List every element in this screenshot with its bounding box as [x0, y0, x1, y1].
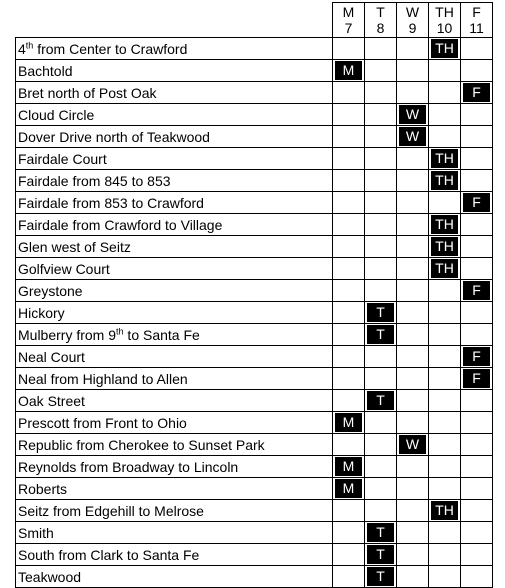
table-row	[16, 368, 493, 390]
schedule-cell	[429, 368, 461, 390]
street-name: Greystone	[18, 282, 83, 299]
schedule-cell	[333, 192, 365, 214]
schedule-cell	[333, 214, 365, 236]
schedule-cell	[429, 148, 461, 170]
street-name: Teakwood	[18, 568, 82, 585]
schedule-cell	[429, 104, 461, 126]
schedule-cell	[397, 302, 429, 324]
day-abbr: M	[342, 4, 355, 20]
street-name-cell	[16, 38, 333, 60]
street-name-cell	[16, 192, 333, 214]
table-row	[16, 82, 493, 104]
street-ordinal-suffix: th	[116, 325, 124, 336]
schedule-cell	[429, 192, 461, 214]
schedule-cell	[461, 258, 493, 280]
schedule-cell	[397, 170, 429, 192]
pickup-day-marker: F	[463, 193, 490, 212]
schedule-cell	[365, 192, 397, 214]
schedule-cell	[461, 368, 493, 390]
street-name: Glen west of Seitz	[18, 238, 131, 255]
pickup-day-marker: W	[399, 435, 426, 454]
street-name-rest: from Center to Crawford	[33, 40, 188, 57]
street-name-cell	[16, 148, 333, 170]
schedule-cell	[365, 236, 397, 258]
schedule-cell	[333, 368, 365, 390]
schedule-cell	[461, 566, 493, 588]
pickup-day-marker: TH	[431, 259, 458, 278]
schedule-cell	[397, 38, 429, 60]
schedule-cell	[429, 434, 461, 456]
schedule-cell	[397, 368, 429, 390]
schedule-cell	[461, 412, 493, 434]
schedule-cell	[461, 478, 493, 500]
pickup-day-marker: T	[367, 523, 394, 542]
pickup-day-marker: TH	[431, 171, 458, 190]
schedule-cell	[461, 82, 493, 104]
pickup-day-marker: TH	[431, 39, 458, 58]
day-abbr: TH	[435, 4, 454, 20]
schedule-cell	[333, 302, 365, 324]
day-date: 10	[436, 20, 453, 36]
schedule-cell	[461, 104, 493, 126]
street-name-cell	[16, 236, 333, 258]
street-name-cell	[16, 60, 333, 82]
schedule-cell	[365, 500, 397, 522]
street-name: Fairdale from 845 to 853	[18, 172, 171, 189]
schedule-cell	[333, 500, 365, 522]
table-row	[16, 170, 493, 192]
schedule-cell	[365, 60, 397, 82]
street-name: Dover Drive north of Teakwood	[18, 128, 210, 145]
schedule-cell	[397, 280, 429, 302]
schedule-cell	[429, 478, 461, 500]
schedule-cell	[429, 566, 461, 588]
schedule-cell	[429, 302, 461, 324]
day-abbr: W	[405, 4, 420, 20]
table-row	[16, 346, 493, 368]
schedule-cell	[429, 522, 461, 544]
street-name: Golfview Court	[18, 260, 110, 277]
day-date: 9	[408, 20, 417, 36]
schedule-cell	[333, 544, 365, 566]
schedule-cell	[429, 170, 461, 192]
pickup-day-marker: W	[399, 105, 426, 124]
table-row	[16, 192, 493, 214]
schedule-cell	[429, 324, 461, 346]
street-name-cell	[16, 280, 333, 302]
schedule-cell	[429, 60, 461, 82]
schedule-cell	[333, 258, 365, 280]
table-row	[16, 434, 493, 456]
schedule-cell	[429, 38, 461, 60]
schedule-cell	[461, 38, 493, 60]
table-row	[16, 126, 493, 148]
schedule-cell	[333, 324, 365, 346]
schedule-cell	[397, 126, 429, 148]
street-name-cell	[16, 346, 333, 368]
schedule-cell	[429, 346, 461, 368]
schedule-cell	[333, 126, 365, 148]
schedule-cell	[429, 258, 461, 280]
table-row	[16, 500, 493, 522]
street-name: Neal from Highland to Allen	[18, 370, 188, 387]
schedule-cell	[397, 522, 429, 544]
schedule-cell	[365, 104, 397, 126]
street-name: Bret north of Post Oak	[18, 84, 157, 101]
schedule-cell	[397, 412, 429, 434]
street-name: Cloud Circle	[18, 106, 95, 123]
street-name: 4	[18, 40, 26, 57]
schedule-cell	[397, 478, 429, 500]
pickup-day-marker: M	[335, 479, 362, 498]
street-name: Reynolds from Broadway to Lincoln	[18, 458, 239, 475]
schedule-cell	[429, 280, 461, 302]
schedule-cell	[397, 258, 429, 280]
schedule-cell	[429, 412, 461, 434]
schedule-cell	[461, 236, 493, 258]
street-name: South from Clark to Santa Fe	[18, 546, 200, 563]
schedule-cell	[429, 544, 461, 566]
header-blank-cell	[16, 3, 333, 38]
schedule-cell	[461, 390, 493, 412]
pickup-day-marker: M	[335, 61, 362, 80]
day-date: 7	[344, 20, 353, 36]
header-day-m	[333, 3, 365, 38]
street-name-cell	[16, 412, 333, 434]
pickup-day-marker: F	[463, 347, 490, 366]
pickup-day-marker: T	[367, 567, 394, 586]
table-row	[16, 280, 493, 302]
pickup-day-marker: W	[399, 127, 426, 146]
header-day-w	[397, 3, 429, 38]
schedule-cell	[429, 390, 461, 412]
schedule-cell	[461, 60, 493, 82]
schedule-cell	[397, 544, 429, 566]
schedule-cell	[397, 390, 429, 412]
schedule-cell	[429, 456, 461, 478]
table-row	[16, 104, 493, 126]
schedule-cell	[333, 60, 365, 82]
schedule-cell	[365, 434, 397, 456]
schedule-cell	[397, 346, 429, 368]
pickup-day-marker: F	[463, 281, 490, 300]
schedule-cell	[397, 192, 429, 214]
pickup-day-marker: F	[463, 369, 490, 388]
schedule-cell	[333, 412, 365, 434]
schedule-cell	[365, 390, 397, 412]
pickup-day-marker: T	[367, 303, 394, 322]
schedule-cell	[333, 566, 365, 588]
street-name-cell	[16, 170, 333, 192]
street-name-cell	[16, 214, 333, 236]
schedule-cell	[397, 104, 429, 126]
schedule-cell	[397, 148, 429, 170]
street-name-cell	[16, 368, 333, 390]
schedule-cell	[333, 170, 365, 192]
schedule-cell	[365, 566, 397, 588]
street-name-cell	[16, 126, 333, 148]
schedule-cell	[397, 214, 429, 236]
street-name-cell	[16, 456, 333, 478]
street-name: Fairdale from 853 to Crawford	[18, 194, 204, 211]
schedule-cell	[365, 38, 397, 60]
schedule-cell	[333, 434, 365, 456]
street-name: Seitz from Edgehill to Melrose	[18, 502, 204, 519]
table-row	[16, 258, 493, 280]
street-name-cell	[16, 522, 333, 544]
street-ordinal-suffix: th	[25, 39, 34, 50]
schedule-cell	[461, 302, 493, 324]
schedule-cell	[397, 236, 429, 258]
schedule-cell	[365, 214, 397, 236]
header-day-f	[461, 3, 493, 38]
schedule-cell	[333, 478, 365, 500]
pickup-day-marker: M	[335, 413, 362, 432]
pickup-day-marker: M	[335, 457, 362, 476]
schedule-cell	[461, 544, 493, 566]
schedule-cell	[365, 544, 397, 566]
schedule-cell	[429, 236, 461, 258]
schedule-cell	[461, 280, 493, 302]
street-name: Mulberry from 9	[18, 326, 117, 343]
day-date: 8	[376, 20, 385, 36]
schedule-cell	[461, 346, 493, 368]
table-row	[16, 214, 493, 236]
schedule-cell	[365, 412, 397, 434]
street-name: Republic from Cherokee to Sunset Park	[18, 436, 265, 453]
table-row	[16, 412, 493, 434]
schedule-cell	[461, 214, 493, 236]
schedule-cell	[461, 456, 493, 478]
schedule-cell	[333, 390, 365, 412]
schedule-cell	[333, 104, 365, 126]
schedule-cell	[429, 214, 461, 236]
street-name-cell	[16, 478, 333, 500]
schedule-cell	[397, 324, 429, 346]
street-name: Oak Street	[18, 392, 85, 409]
schedule-cell	[397, 500, 429, 522]
schedule-cell	[333, 38, 365, 60]
street-name-cell	[16, 544, 333, 566]
street-name-cell	[16, 258, 333, 280]
street-name-rest: to Santa Fe	[123, 326, 200, 343]
table-row	[16, 522, 493, 544]
schedule-cell	[333, 82, 365, 104]
header-day-th	[429, 3, 461, 38]
street-name: Fairdale Court	[18, 150, 107, 167]
street-name: Hickory	[18, 304, 65, 321]
table-row	[16, 456, 493, 478]
table-row	[16, 566, 493, 588]
schedule-cell	[333, 280, 365, 302]
schedule-cell	[365, 258, 397, 280]
table-row	[16, 544, 493, 566]
day-date: 11	[469, 20, 484, 36]
street-name-cell	[16, 390, 333, 412]
schedule-cell	[397, 456, 429, 478]
pickup-day-marker: TH	[431, 149, 458, 168]
table-row	[16, 236, 493, 258]
schedule-cell	[333, 148, 365, 170]
schedule-cell	[333, 346, 365, 368]
table-row	[16, 148, 493, 170]
schedule-cell	[365, 302, 397, 324]
schedule-cell	[461, 192, 493, 214]
street-name-cell	[16, 324, 333, 346]
header-day-t	[365, 3, 397, 38]
schedule-cell	[365, 280, 397, 302]
schedule-cell	[461, 434, 493, 456]
schedule-cell	[461, 522, 493, 544]
schedule-cell	[397, 82, 429, 104]
schedule-cell	[461, 148, 493, 170]
table-row	[16, 324, 493, 346]
pickup-day-marker: T	[367, 545, 394, 564]
schedule-cell	[461, 126, 493, 148]
street-name: Neal Court	[18, 348, 85, 365]
table-row	[16, 478, 493, 500]
schedule-cell	[461, 170, 493, 192]
schedule-cell	[461, 324, 493, 346]
pickup-day-marker: T	[367, 325, 394, 344]
schedule-cell	[365, 324, 397, 346]
schedule-cell	[365, 148, 397, 170]
day-abbr: T	[376, 4, 385, 20]
schedule-cell	[365, 170, 397, 192]
schedule-cell	[365, 478, 397, 500]
schedule-cell	[461, 500, 493, 522]
street-name-cell	[16, 302, 333, 324]
day-abbr: F	[472, 4, 481, 20]
street-name-cell	[16, 500, 333, 522]
table-row	[16, 390, 493, 412]
street-name-cell	[16, 566, 333, 588]
pickup-day-marker: F	[463, 83, 490, 102]
schedule-cell	[429, 82, 461, 104]
street-name: Prescott from Front to Ohio	[18, 414, 187, 431]
pickup-day-marker: TH	[431, 237, 458, 256]
street-name: Roberts	[18, 480, 68, 497]
schedule-cell	[365, 368, 397, 390]
header-row	[16, 3, 493, 38]
street-name: Fairdale from Crawford to Village	[18, 216, 223, 233]
schedule-cell	[429, 126, 461, 148]
schedule-cell	[333, 456, 365, 478]
table-row	[16, 38, 493, 60]
schedule-cell	[365, 126, 397, 148]
schedule-cell	[429, 500, 461, 522]
table-row	[16, 60, 493, 82]
street-name-cell	[16, 104, 333, 126]
pickup-day-marker: TH	[431, 501, 458, 520]
schedule-cell	[397, 566, 429, 588]
schedule-cell	[333, 522, 365, 544]
street-name-cell	[16, 434, 333, 456]
street-name: Bachtold	[18, 62, 73, 79]
street-name-cell	[16, 82, 333, 104]
table-row	[16, 302, 493, 324]
schedule-cell	[333, 236, 365, 258]
pickup-day-marker: TH	[431, 215, 458, 234]
street-name: Smith	[18, 524, 54, 541]
schedule-cell	[365, 522, 397, 544]
schedule-cell	[397, 60, 429, 82]
schedule-body	[16, 3, 493, 588]
schedule-cell	[365, 82, 397, 104]
schedule-cell	[365, 346, 397, 368]
schedule-cell	[397, 434, 429, 456]
schedule-cell	[365, 456, 397, 478]
street-schedule-table	[15, 2, 493, 588]
pickup-day-marker: T	[367, 391, 394, 410]
